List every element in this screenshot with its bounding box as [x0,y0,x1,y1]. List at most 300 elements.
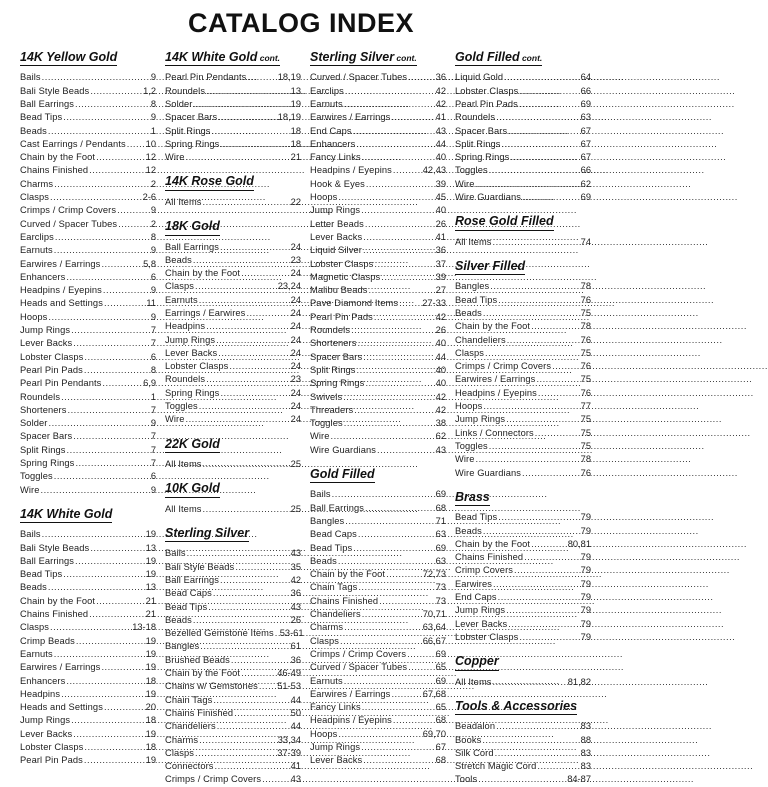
dot-leader [344,621,422,634]
entry-page-number: 51-53 [277,681,301,692]
entry-page-number: 21 [145,595,156,606]
dot-leader [48,311,149,324]
dot-leader [90,542,144,555]
entry-label: Shorteners [20,404,67,415]
index-entry [455,320,591,333]
entry-page-number: 67 [580,125,591,136]
entry-label: Hoops [455,401,483,412]
entry-page-number: 64 [580,72,591,83]
entry-page-number: 68 [435,502,446,513]
index-entry [455,720,591,733]
entry-label: Earnuts [20,648,53,659]
entry-page-number: 79 [580,618,591,629]
entry-label: Wire [165,414,185,425]
entry-page-number: 75 [580,307,591,318]
dot-leader [345,85,435,98]
dot-leader [127,138,145,151]
dot-leader [408,661,434,674]
entry-label: Heads and Settings [20,298,103,309]
dot-leader [391,111,434,124]
entry-label: Links / Connectors [455,427,534,438]
entry-label: Chains Finished [310,595,379,606]
entry-page-number: 24 [290,334,301,345]
entry-label: Chandeliers [310,609,361,620]
dot-leader [362,151,435,164]
dot-leader [483,400,579,413]
section-heading-text: 14K Rose Gold [165,174,254,189]
index-entry [310,178,446,191]
entry-label: Beads [310,555,337,566]
entry-label: Bali Style Beads [165,561,235,572]
index-section [165,217,301,427]
dot-leader [506,413,580,426]
entry-label: Charms [165,734,199,745]
dot-leader [498,511,579,524]
entry-page-number: 2 [150,178,156,189]
entry-label: Swivels [310,391,343,402]
entry-page-number: 78 [580,454,591,465]
index-entry [165,241,301,254]
dot-leader [331,430,435,443]
entry-label: Spacer Bars [20,431,73,442]
dot-leader [507,334,580,347]
index-entry [20,635,156,648]
entry-page-number: 24 [290,241,301,252]
entry-label: Wire Guardians [310,444,376,455]
entry-page-number: 24 [290,401,301,412]
index-section [455,48,591,204]
entry-page-number: 19 [145,569,156,580]
index-entry [455,591,591,604]
index-entry [165,373,301,386]
entry-label: Headpins / Eyepins [310,165,392,176]
entry-page-number: 12 [145,152,156,163]
dot-leader [538,387,580,400]
entry-label: Crimp Covers [455,565,514,576]
index-entry [455,280,591,293]
entry-page-number: 7 [150,431,156,442]
entry-label: Silk Cord [455,747,494,758]
section-heading [455,50,542,66]
dot-leader [483,307,580,320]
entry-page-number: 9 [150,311,156,322]
section-heading [165,219,220,235]
entry-page-number: 63 [580,112,591,123]
entry-page-number: 37 [435,258,446,269]
index-entry [310,138,446,151]
index-entry [165,360,301,373]
entry-label: Jump Rings [455,414,506,425]
dot-leader [496,111,580,124]
index-entry [20,688,156,701]
section-heading-text: Rose Gold Filled [455,214,554,229]
dot-leader [363,351,434,364]
dot-leader [216,334,290,347]
entry-page-number: 9 [150,112,156,123]
index-entry [455,164,591,177]
entry-label: Chains Finished [20,609,89,620]
dot-leader [54,244,150,257]
entry-label: Wire Guardians [455,192,521,203]
entry-page-number: 41 [290,761,301,772]
index-entry [20,661,156,674]
index-entry [310,688,446,701]
dot-leader [67,404,149,417]
entry-label: Bead Tips [455,512,498,523]
dot-leader [75,457,149,470]
entry-page-number: 41 [435,112,446,123]
dot-leader [490,280,579,293]
entry-label: Liquid Silver [310,245,362,256]
index-column-4 [455,48,591,787]
section-cont-label: cont. [394,53,417,63]
index-entry [455,538,591,551]
entry-label: Headpins / Eyepins [20,285,102,296]
entry-label: Magnetic Clasps [310,271,381,282]
index-entry [310,324,446,337]
entry-label: Threaders [310,404,354,415]
dot-leader [353,125,435,138]
entry-label: Earwires / Earrings [310,112,391,123]
dot-leader [357,337,434,350]
index-entry [455,511,591,524]
entry-page-number: 1 [150,391,156,402]
entry-label: Wire [20,484,40,495]
dot-leader [66,271,149,284]
entry-label: Chain by the Foot [165,668,241,679]
dot-leader [259,680,276,693]
entry-page-number: 75 [580,414,591,425]
entry-page-number: 78 [580,321,591,332]
entry-page-number: 83 [580,747,591,758]
index-entry [20,555,156,568]
dot-leader [386,568,422,581]
dot-leader [504,71,580,84]
entry-label: Bead Caps [165,588,212,599]
index-entry [20,430,156,443]
entry-page-number: 10 [145,138,156,149]
index-section [165,435,301,472]
entry-page-number: 79 [580,552,591,563]
entry-label: Enhancers [20,271,66,282]
index-section [310,48,446,457]
index-entry [165,654,301,667]
index-entry [455,747,591,760]
dot-leader [493,236,580,249]
index-entry [455,98,591,111]
entry-label: Crimps / Crimp Covers [165,774,262,785]
dot-leader [73,337,150,350]
entry-page-number: 65 [435,702,446,713]
index-entry [455,564,591,577]
index-entry [310,444,446,457]
dot-leader [508,125,579,138]
dot-leader [187,547,290,560]
entry-page-number: 1 [150,125,156,136]
dot-leader [103,284,150,297]
dot-leader [361,204,435,217]
entry-page-number: 45 [435,192,446,203]
entry-page-number: 79 [580,631,591,642]
entry-page-number: 63,64 [422,622,446,633]
entry-page-number: 65 [435,662,446,673]
index-entry [455,578,591,591]
dot-leader [212,125,290,138]
entry-label: Bead Tips [310,542,353,553]
dot-leader [101,258,142,271]
entry-label: Chain by the Foot [455,538,531,549]
entry-page-number: 9 [150,72,156,83]
entry-page-number: 23 [290,374,301,385]
entry-page-number: 79 [580,565,591,576]
dot-leader [75,555,145,568]
index-entry [20,444,156,457]
index-entry [20,608,156,621]
dot-leader [340,635,422,648]
dot-leader [508,618,579,631]
entry-label: Beads [20,125,47,136]
index-entry [310,568,446,581]
entry-page-number: 36 [435,245,446,256]
index-entry [20,98,156,111]
entry-page-number: 24 [290,387,301,398]
entry-label: Lobster Clasps [455,631,519,642]
entry-page-number: 7 [150,457,156,468]
dot-leader [54,470,150,483]
entry-page-number: 13-18 [132,622,156,633]
dot-leader [519,631,579,644]
entry-page-number: 5,8 [143,258,156,269]
dot-leader [537,760,579,773]
index-entry [165,400,301,413]
entry-label: Clasps [455,347,485,358]
entry-page-number: 6 [150,271,156,282]
index-section [165,524,304,787]
dot-leader [514,564,580,577]
dot-leader [365,502,435,515]
dot-leader [220,138,289,151]
entry-page-number: 25 [290,503,301,514]
index-entry [20,138,156,151]
index-entry [455,373,591,386]
entry-page-number: 7 [150,338,156,349]
section-cont-label: cont. [257,53,281,63]
index-entry [165,734,301,747]
dot-leader [399,297,421,310]
entry-label: Curved / Spacer Tubes [310,72,408,83]
index-entry [455,440,591,453]
dot-leader [489,164,580,177]
dot-leader [55,231,150,244]
index-entry [20,728,156,741]
dot-leader [519,98,580,111]
index-entry [310,430,446,443]
entry-page-number: 73 [435,582,446,593]
dot-leader [338,728,421,741]
entry-label: Chain Tags [165,694,213,705]
index-entry [20,111,156,124]
index-entry [20,324,156,337]
index-entry [165,71,301,84]
entry-label: Headpins [165,321,206,332]
dot-leader [48,125,150,138]
index-entry [165,458,301,471]
entry-label: Earclips [310,85,344,96]
index-entry [310,271,446,284]
index-entry [310,555,446,568]
index-entry [455,400,591,413]
entry-page-number: 72,73 [422,569,446,580]
entry-label: Pearl Pin Pendants [20,378,102,389]
entry-label: Earwires / Earrings [455,374,536,385]
entry-page-number: 68 [435,715,446,726]
entry-label: Spacer Bars [310,351,363,362]
dot-leader [522,467,580,480]
section-heading [455,259,525,275]
index-entry [310,701,446,714]
dot-leader [379,595,434,608]
index-entry [310,111,446,124]
dot-leader [71,714,145,727]
entry-page-number: 19 [290,98,301,109]
index-entry [165,138,301,151]
index-entry [165,601,301,614]
index-entry [20,714,156,727]
entry-label: Pave Diamond Items [310,298,399,309]
dot-leader [353,542,434,555]
dot-leader [48,581,145,594]
index-entry [310,754,446,767]
entry-page-number: 27 [435,285,446,296]
dot-leader [493,676,567,689]
entry-page-number: 18 [145,715,156,726]
entry-page-number: 79 [580,578,591,589]
dot-leader [206,373,290,386]
entry-label: Chain by the Foot [20,595,96,606]
entry-label: Split Rings [165,125,211,136]
dot-leader [358,528,435,541]
entry-page-number: 12 [145,165,156,176]
entry-page-number: 27-33 [422,298,446,309]
dot-leader [366,178,435,191]
dot-leader [213,587,290,600]
entry-page-number: 19 [145,529,156,540]
dot-leader [498,294,579,307]
index-entry [20,85,156,98]
entry-page-number: 33,34 [277,734,301,745]
index-entry [165,320,301,333]
index-entry [20,417,156,430]
dot-leader [215,760,290,773]
entry-label: Wire [310,431,330,442]
index-section [455,257,591,480]
dot-leader [118,218,150,231]
entry-page-number: 18,19 [277,112,301,123]
dot-leader [75,98,150,111]
index-section [310,465,446,768]
entry-label: Lobster Clasps [310,258,374,269]
dot-leader [186,413,290,426]
entry-page-number: 67,68 [422,688,446,699]
entry-page-number: 19 [145,728,156,739]
dot-leader [96,595,145,608]
index-entry [310,661,446,674]
index-entry [165,667,301,680]
entry-label: Spacer Bars [455,125,508,136]
entry-label: Toggles [455,440,488,451]
entry-label: Earnuts [165,294,198,305]
entry-label: Jump Rings [20,325,71,336]
entry-page-number: 79 [580,592,591,602]
index-column-2 [165,48,304,787]
entry-label: Clasps [165,747,195,758]
dot-leader [374,258,434,271]
index-entry [20,484,156,497]
dot-leader [369,284,435,297]
dot-leader [203,458,290,471]
entry-label: Spring Rings [165,138,220,149]
dot-leader [96,151,145,164]
entry-label: Jump Rings [455,605,506,616]
dot-leader [84,754,145,767]
entry-label: Crimps / Crimp Covers [310,648,407,659]
entry-page-number: 76 [580,467,591,478]
dot-leader [84,364,150,377]
index-entry [310,297,446,310]
entry-label: Roundels [165,374,206,385]
entry-label: Beads [455,307,482,318]
dot-leader [61,688,145,701]
entry-page-number: 46-49 [277,668,301,679]
entry-label: Wire [455,178,475,189]
entry-label: Crimps / Crimp Covers [20,205,117,216]
dot-leader [220,387,289,400]
entry-label: Spring Rings [310,378,365,389]
dot-leader [195,280,277,293]
dot-leader [89,164,144,177]
index-entry [310,351,446,364]
entry-page-number: 9 [150,205,156,216]
dot-leader [408,71,434,84]
dot-leader [73,430,150,443]
entry-label: Earwires / Earrings [20,662,101,673]
section-heading [165,174,254,190]
entry-label: Toggles [165,401,198,412]
index-entry [310,417,446,430]
dot-leader [363,244,435,257]
index-entry [455,773,591,786]
entry-label: End Caps [455,592,497,602]
dot-leader [199,294,290,307]
index-entry [165,85,301,98]
dot-leader [362,608,422,621]
entry-page-number: 84-87 [567,774,591,785]
entry-label: Hook & Eyes [310,178,365,189]
dot-leader [218,111,276,124]
entry-page-number: 22 [290,196,301,207]
entry-label: Spring Rings [20,457,75,468]
section-heading-text: 14K White Gold [165,50,258,64]
index-entry [165,747,301,760]
entry-label: Tools [455,774,478,785]
index-entry [310,377,446,390]
index-entry [20,271,156,284]
dot-leader [357,364,435,377]
entry-label: Bead Tips [20,569,63,580]
index-entry [310,85,446,98]
entry-label: Chain by the Foot [310,569,386,580]
index-column-3 [310,48,446,768]
